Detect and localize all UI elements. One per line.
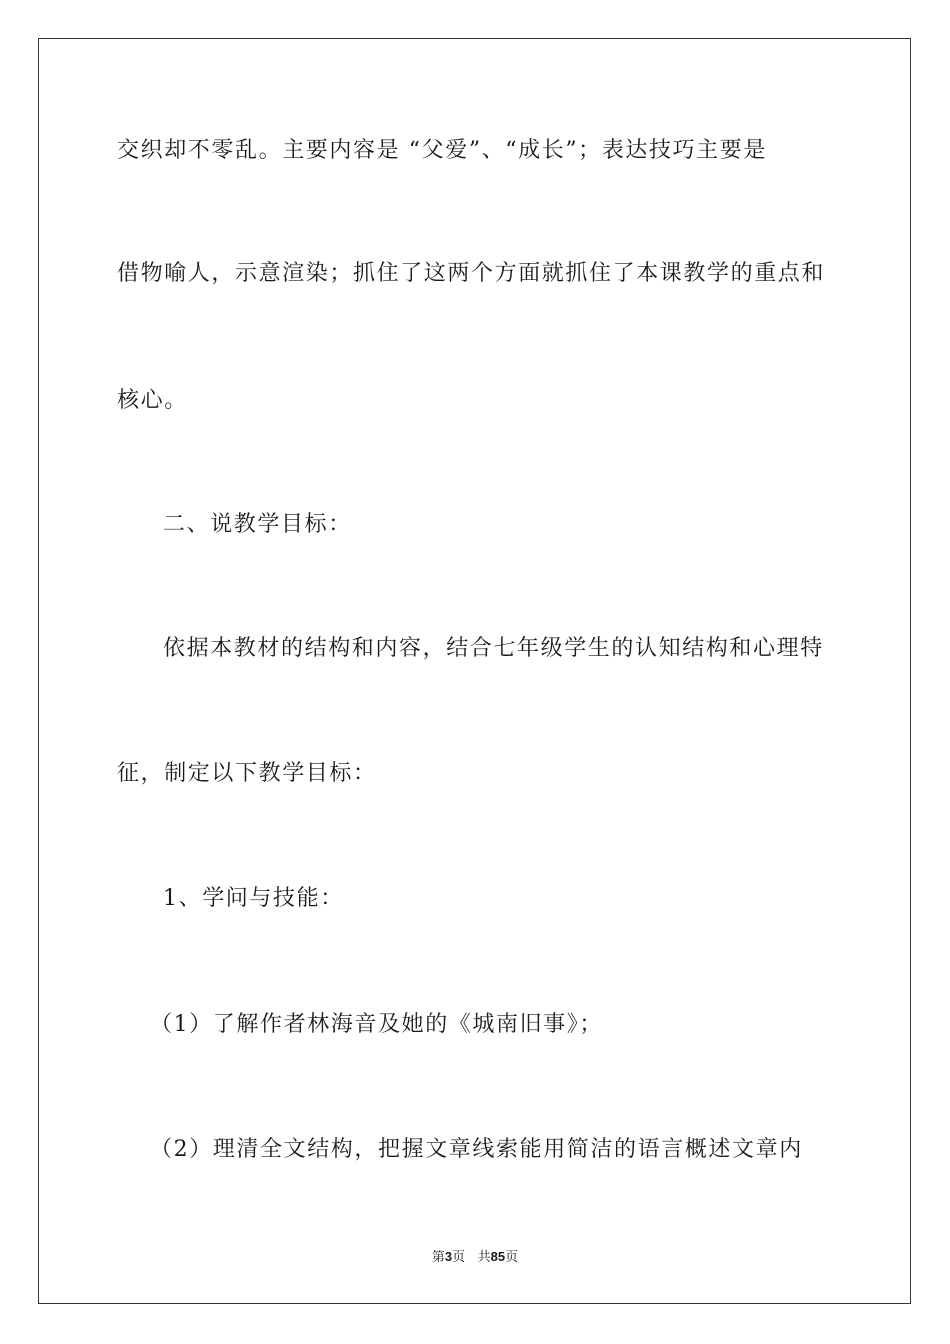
section-heading: 二、说教学目标： bbox=[163, 512, 352, 537]
body-line-6: 征，制定以下教学目标： bbox=[117, 761, 377, 786]
footer-prefix: 第 bbox=[431, 1250, 445, 1265]
page-border bbox=[38, 38, 911, 1304]
footer-total-pages: 85 bbox=[490, 1249, 506, 1264]
list-item-1: （1）了解作者林海音及她的《城南旧事》； bbox=[150, 1012, 603, 1037]
footer-page-unit: 页 bbox=[452, 1250, 466, 1265]
subsection-heading: 1、学问与技能： bbox=[163, 886, 344, 911]
footer-total-prefix: 共 bbox=[477, 1250, 491, 1265]
page-footer bbox=[0, 1248, 950, 1267]
list-item-2: （2）理清全文结构，把握文章线索能用简洁的语言概述文章内 bbox=[150, 1137, 803, 1162]
body-line-3: 核心。 bbox=[117, 388, 188, 413]
footer-total-unit: 页 bbox=[505, 1250, 519, 1265]
footer-page-number: 3 bbox=[444, 1249, 453, 1264]
body-line-2: 借物喻人，示意渲染；抓住了这两个方面就抓住了本课教学的重点和 bbox=[117, 261, 826, 286]
body-line-1: 交织却不零乱。主要内容是 “父爱”、“成长”；表达技巧主要是 bbox=[117, 138, 767, 163]
body-line-5: 依据本教材的结构和内容，结合七年级学生的认知结构和心理特 bbox=[163, 636, 824, 661]
